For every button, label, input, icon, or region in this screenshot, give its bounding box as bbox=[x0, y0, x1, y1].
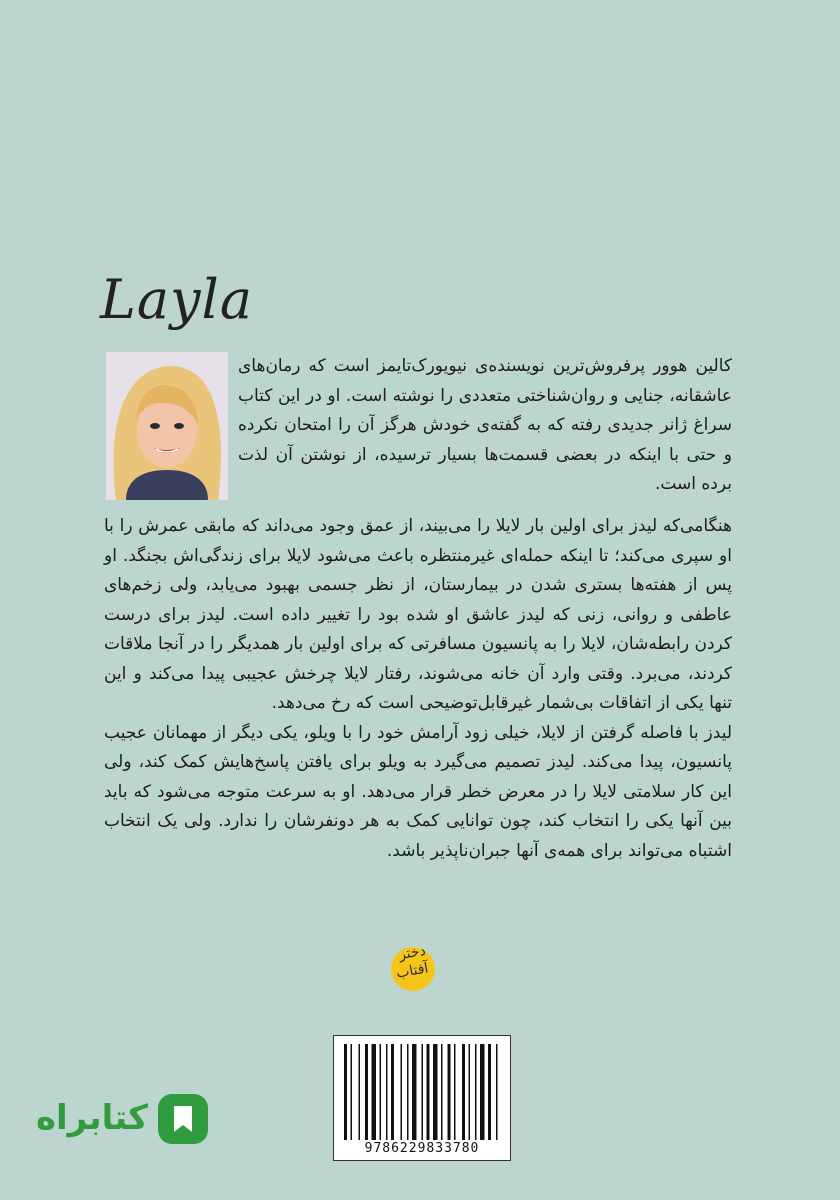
publisher-name-line: آفتاب bbox=[395, 960, 430, 982]
bookmark-leaf-icon bbox=[156, 1092, 210, 1146]
synopsis-paragraph: لیدز با فاصله گرفتن از لایلا، خیلی زود آرامش خود را با ویلو، یکی دیگر از مهمانان عجیب پانسیون، پیدا می‌کند. لیدز تصمیم می‌گیرد به ویلو برای یافتن پاسخ‌هایش کمک کند، ولی این کار سلامتی لایلا را در معرض خطر قرار می‌دهد. او به سرعت متوجه می‌شود که باید بین آنها یکی را انتخاب کند، چون توانایی کمک به هر دونفرشان را ندارد. ولی یک انتخاب اشتباه می‌تواند برای همه‌ی آنها جبران‌ناپذیر باشد. bbox=[104, 722, 732, 861]
author-photo bbox=[106, 352, 228, 500]
author-bio: کالین هوور پرفروش‌ترین نویسنده‌ی نیویورک‌تایمز است که رمان‌های عاشقانه، جنایی و روان‌شناختی متعددی را نوشته است. او در این کتاب سراغ ژانر جدیدی رفته که به گفته‌ی خودش هرگز آن را امتحان نکرده و حتی با اینکه در بعضی قسمت‌ها بسیار ترسیده، از نوشتن آن لذت برده است. bbox=[238, 356, 732, 495]
publisher-name-line: دختر bbox=[397, 942, 427, 964]
book-title: Layla bbox=[100, 268, 254, 331]
isbn-number: 9786229833780 bbox=[364, 1141, 480, 1156]
barcode-bars bbox=[342, 1044, 502, 1140]
synopsis-paragraph: هنگامی‌که لیدز برای اولین بار لایلا را می‌بیند، از عمق وجود می‌داند که مابقی عمرش را با او سپری می‌کند؛ تا اینکه حمله‌ای غیرمنتظره باعث می‌شود لایلا برای زندگی‌اش بجنگد. او پس از هفته‌ها بستری شدن در بیمارستان، از نظر جسمی بهبود می‌یابد، ولی زخم‌های عاطفی و روانی، زنی که لیدز عاشق او شده بود را تغییر داده است. لیدز برای درست کردن رابطه‌شان، لایلا را به پانسیون مسافرتی که برای اولین بار همدیگر را در آنجا ملاقات کردند، می‌برد. وقتی وارد آن خانه می‌شوند، رفتار لایلا چرخش عجیبی پیدا می‌کند و این تنها یکی از اتفاقات بی‌شمار غیرقابل‌توضیحی است که رخ می‌دهد. bbox=[104, 516, 732, 713]
book-synopsis bbox=[104, 512, 732, 866]
store-brand-logo bbox=[35, 1090, 210, 1160]
isbn-barcode bbox=[333, 1035, 511, 1161]
publisher-logo bbox=[383, 937, 439, 993]
store-brand-name: کتابراه bbox=[35, 1098, 148, 1138]
